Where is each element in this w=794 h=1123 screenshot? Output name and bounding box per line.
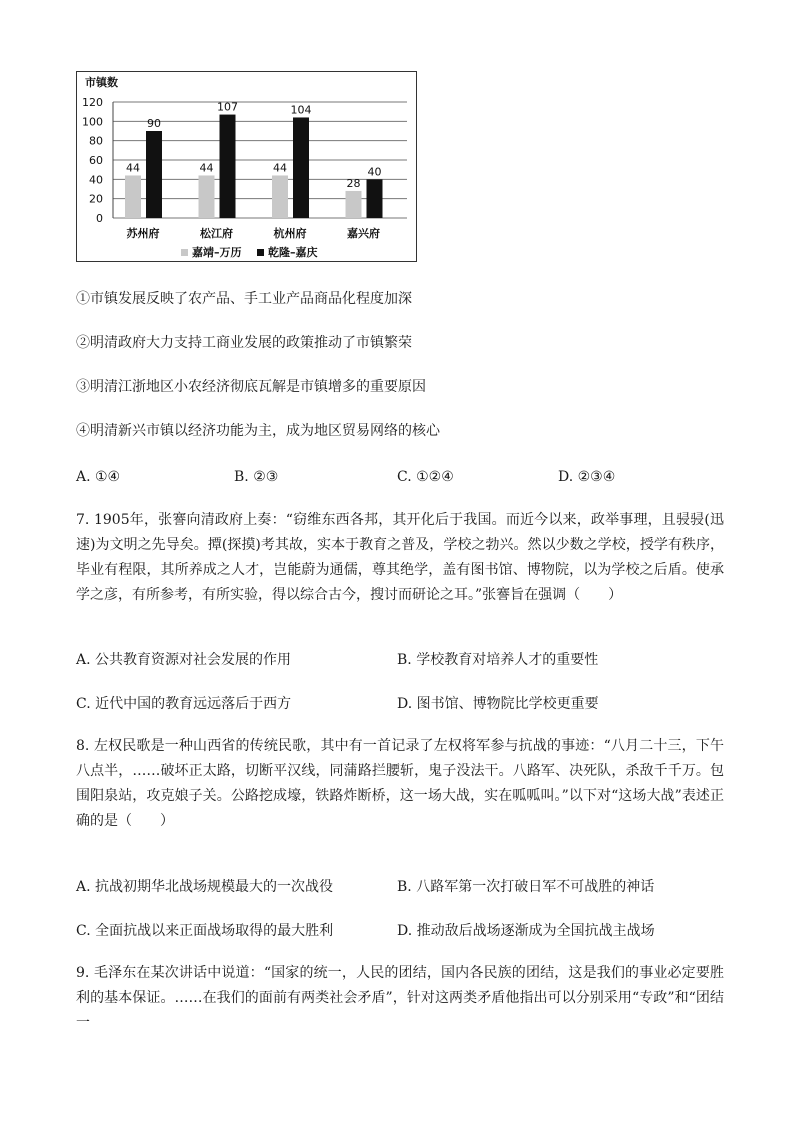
bar-value-label: 90 — [147, 117, 161, 130]
statement-2: ②明清政府大力支持工商业发展的政策推动了市镇繁荣 — [76, 335, 412, 351]
q9-stem-text: 9. 毛泽东在某次讲话中说道：“国家的统一，人民的团结，国内各民族的团结，这是我们的事业必定要胜利的基本保证。……在我们的面前有两类社会矛盾”，针对这两类矛盾他指出可以分别采用“专政”和“团结一 — [76, 965, 724, 1031]
q8-option-c[interactable]: C. 全面抗战以来正面战场取得的最大胜利 — [76, 923, 334, 939]
bar — [272, 175, 288, 218]
bar-value-label: 107 — [217, 100, 238, 114]
q7-stem-text: 7. 1905年，张謇向清政府上奏：“窃维东西各邦，其开化后于我国。而近今以来，政举事理，且骎骎(迅速)为文明之先导矣。撢(探摸)考其故，实本于教育之普及，学校之勃兴。然以少数之学校，授学有秩序，毕业有程限，其所养成之人才，岂能蔚为通儒，尊其绝学，盖有图书馆、博物院，以为学校之后盾。使承学之彦，有所参考，有所实验，得以综合古今，搜讨而研论之耳。”张謇旨在强调（ ） — [76, 512, 724, 603]
q9-stem — [76, 961, 724, 1036]
q8-stem-text: 8. 左权民歌是一种山西省的传统民歌，其中有一首记录了左权将军参与抗战的事迹：“八月二十三，下午八点半，……破坏正太路，切断平汉线，同蒲路拦腰斩，鬼子没法干。八路军、决死队，杀敌千千万。包围阳泉站，攻克娘子关。公路挖成壕，铁路炸断桥，这一场大战，实在呱呱叫。”以下对“这场大战”表述正确的是（ ） — [76, 738, 724, 829]
bar — [346, 191, 362, 218]
bar — [146, 131, 162, 218]
bar-value-label: 104 — [290, 103, 312, 117]
legend-label: 乾隆–嘉庆 — [268, 246, 318, 259]
q8-option-a[interactable]: A. 抗战初期华北战场规模最大的一次战役 — [76, 879, 334, 895]
statement-3: ③明清江浙地区小农经济彻底瓦解是市镇增多的重要原因 — [76, 379, 426, 395]
y-tick-label: 40 — [89, 173, 103, 187]
bar-chart — [76, 71, 417, 262]
q8-option-d[interactable]: D. 推动敌后战场逐渐成为全国抗战主战场 — [397, 923, 655, 939]
y-tick-label: 20 — [89, 192, 103, 206]
bar-value-label: 44 — [273, 161, 287, 175]
y-tick-label: 0 — [96, 212, 103, 225]
chart-svg — [77, 72, 416, 261]
bar-value-label: 44 — [199, 161, 214, 175]
q6-option-c[interactable]: C. ①②④ — [397, 469, 454, 485]
bar-value-label: 40 — [367, 165, 382, 179]
q6-option-b[interactable]: B. ②③ — [234, 469, 279, 485]
bar — [125, 175, 141, 218]
bar — [220, 115, 236, 218]
q8-stem — [76, 734, 724, 834]
q7-stem — [76, 508, 724, 608]
category-label: 松江府 — [200, 227, 233, 240]
legend-swatch — [181, 249, 188, 256]
statement-4: ④明清新兴市镇以经济功能为主，成为地区贸易网络的核心 — [76, 423, 440, 439]
q7-option-d[interactable]: D. 图书馆、博物院比学校更重要 — [397, 696, 599, 712]
y-tick-label: 100 — [82, 115, 103, 129]
bar-value-label: 28 — [346, 176, 361, 190]
category-label: 杭州府 — [273, 227, 307, 240]
legend-swatch — [257, 249, 264, 256]
statement-1: ①市镇发展反映了农产品、手工业产品商品化程度加深 — [76, 291, 412, 307]
y-tick-label: 120 — [82, 96, 103, 109]
legend-label: 嘉靖–万历 — [192, 246, 242, 259]
q7-option-a[interactable]: A. 公共教育资源对社会发展的作用 — [76, 652, 292, 668]
y-axis-title: 市镇数 — [85, 76, 118, 89]
category-label: 苏州府 — [126, 227, 160, 240]
bar — [293, 117, 309, 218]
y-tick-label: 60 — [89, 154, 103, 167]
bar — [199, 175, 215, 218]
category-label: 嘉兴府 — [347, 227, 380, 240]
y-tick-label: 80 — [89, 134, 103, 148]
q8-option-b[interactable]: B. 八路军第一次打破日军不可战胜的神话 — [397, 879, 655, 895]
q7-option-b[interactable]: B. 学校教育对培养人才的重要性 — [397, 652, 599, 668]
q6-option-a[interactable]: A. ①④ — [76, 469, 121, 485]
q7-option-c[interactable]: C. 近代中国的教育远远落后于西方 — [76, 696, 292, 712]
q6-option-d[interactable]: D. ②③④ — [558, 469, 616, 485]
bar-value-label: 44 — [126, 161, 140, 175]
bar — [367, 179, 383, 218]
